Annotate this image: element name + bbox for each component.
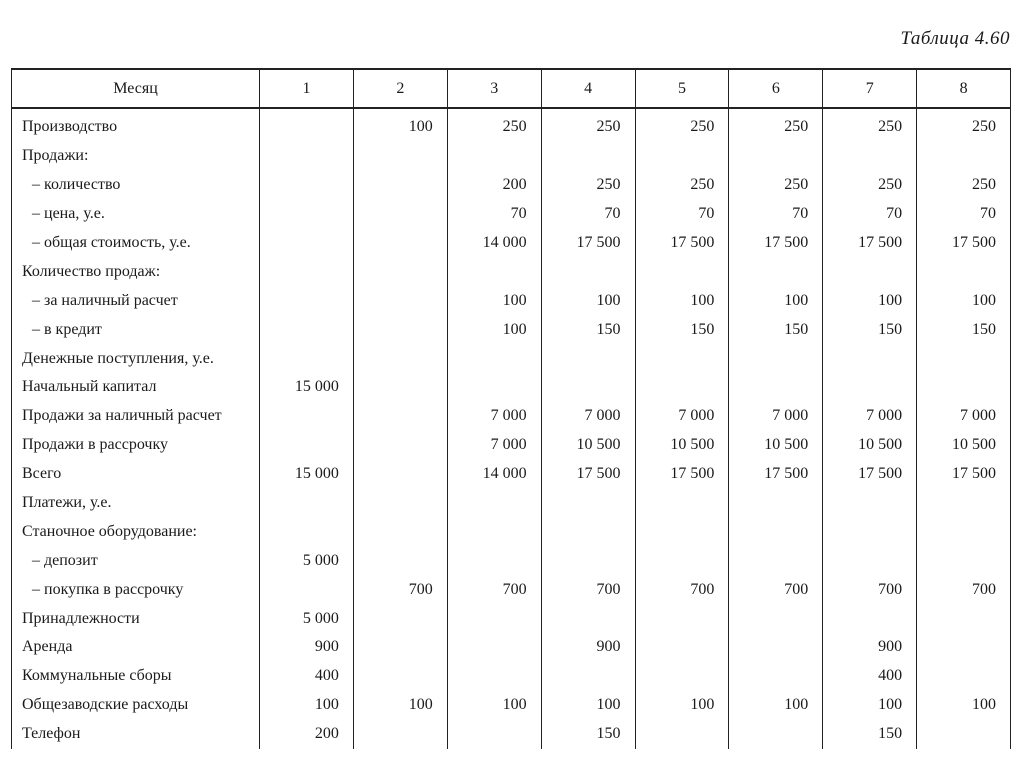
row-label: – количество xyxy=(12,171,260,200)
cell-month-6: 700 xyxy=(729,575,823,604)
cell-month-2 xyxy=(353,402,447,431)
cell-month-6: 7 000 xyxy=(729,402,823,431)
cell-month-3 xyxy=(447,142,541,171)
cell-month-1: 100 xyxy=(260,691,354,720)
cell-month-3 xyxy=(447,257,541,286)
cell-month-6: 100 xyxy=(729,286,823,315)
cell-month-2 xyxy=(353,460,447,489)
cell-month-8: 100 xyxy=(917,691,1011,720)
cell-month-7 xyxy=(823,373,917,402)
cell-month-1 xyxy=(260,171,354,200)
table-row xyxy=(12,662,1011,691)
cell-month-8 xyxy=(917,517,1011,546)
cell-month-3 xyxy=(447,720,541,749)
cell-month-3: 700 xyxy=(447,575,541,604)
cell-month-7: 400 xyxy=(823,662,917,691)
row-label: Коммунальные сборы xyxy=(12,662,260,691)
cell-month-1: 15 000 xyxy=(260,373,354,402)
cell-month-7 xyxy=(823,604,917,633)
cell-month-3: 14 000 xyxy=(447,229,541,258)
cell-month-6 xyxy=(729,489,823,518)
cell-month-1: 5 000 xyxy=(260,604,354,633)
table-row xyxy=(12,200,1011,229)
table-row xyxy=(12,431,1011,460)
cell-month-5: 700 xyxy=(635,575,729,604)
cell-month-7: 150 xyxy=(823,720,917,749)
cell-month-4 xyxy=(541,257,635,286)
cell-month-5 xyxy=(635,257,729,286)
cell-month-5: 17 500 xyxy=(635,460,729,489)
cell-month-2 xyxy=(353,315,447,344)
cell-month-4: 150 xyxy=(541,315,635,344)
cell-month-1 xyxy=(260,315,354,344)
cell-month-7 xyxy=(823,142,917,171)
cell-month-2 xyxy=(353,662,447,691)
row-label: Аренда xyxy=(12,633,260,662)
cell-month-8 xyxy=(917,604,1011,633)
table-row xyxy=(12,460,1011,489)
table-row xyxy=(12,546,1011,575)
header-month: 6 xyxy=(729,69,823,108)
cell-month-7: 10 500 xyxy=(823,431,917,460)
table-row xyxy=(12,229,1011,258)
cell-month-4: 900 xyxy=(541,633,635,662)
cell-month-3: 7 000 xyxy=(447,431,541,460)
cell-month-4: 100 xyxy=(541,691,635,720)
cell-month-8: 17 500 xyxy=(917,229,1011,258)
table-row xyxy=(12,315,1011,344)
cell-month-5 xyxy=(635,517,729,546)
header-month: 7 xyxy=(823,69,917,108)
cell-month-3 xyxy=(447,344,541,373)
cell-month-2 xyxy=(353,489,447,518)
cell-month-6: 10 500 xyxy=(729,431,823,460)
cell-month-4 xyxy=(541,517,635,546)
cell-month-7: 7 000 xyxy=(823,402,917,431)
cell-month-2 xyxy=(353,257,447,286)
row-label: Станочное оборудование: xyxy=(12,517,260,546)
header-month-label: Месяц xyxy=(12,69,260,108)
cell-month-7: 100 xyxy=(823,691,917,720)
cell-month-7: 100 xyxy=(823,286,917,315)
cell-month-1 xyxy=(260,108,354,142)
cell-month-5: 10 500 xyxy=(635,431,729,460)
cell-month-2 xyxy=(353,720,447,749)
cell-month-8: 250 xyxy=(917,171,1011,200)
header-month: 1 xyxy=(260,69,354,108)
cell-month-4: 150 xyxy=(541,720,635,749)
cell-month-3: 200 xyxy=(447,171,541,200)
cell-month-5 xyxy=(635,142,729,171)
cell-month-2: 700 xyxy=(353,575,447,604)
cell-month-6: 250 xyxy=(729,108,823,142)
cell-month-3: 100 xyxy=(447,691,541,720)
cell-month-8: 250 xyxy=(917,108,1011,142)
cell-month-2: 100 xyxy=(353,691,447,720)
cell-month-2 xyxy=(353,344,447,373)
row-label: – депозит xyxy=(12,546,260,575)
cell-month-7: 17 500 xyxy=(823,460,917,489)
cell-month-8 xyxy=(917,662,1011,691)
cell-month-8 xyxy=(917,633,1011,662)
cell-month-8: 700 xyxy=(917,575,1011,604)
row-label: – за наличный расчет xyxy=(12,286,260,315)
cell-month-3: 70 xyxy=(447,200,541,229)
cell-month-4: 100 xyxy=(541,286,635,315)
cell-month-2 xyxy=(353,142,447,171)
cell-month-1: 200 xyxy=(260,720,354,749)
cell-month-6 xyxy=(729,344,823,373)
table-body xyxy=(12,108,1011,749)
cell-month-6 xyxy=(729,720,823,749)
cell-month-2 xyxy=(353,229,447,258)
table-row xyxy=(12,344,1011,373)
row-label: Количество продаж: xyxy=(12,257,260,286)
cell-month-4: 17 500 xyxy=(541,229,635,258)
cash-flow-table xyxy=(11,68,1011,749)
row-label: Производство xyxy=(12,108,260,142)
cell-month-1: 400 xyxy=(260,662,354,691)
cell-month-5 xyxy=(635,604,729,633)
cell-month-2 xyxy=(353,517,447,546)
cell-month-6 xyxy=(729,662,823,691)
table-row xyxy=(12,402,1011,431)
cell-month-3: 100 xyxy=(447,315,541,344)
cell-month-4: 250 xyxy=(541,108,635,142)
cell-month-1 xyxy=(260,431,354,460)
cell-month-1 xyxy=(260,402,354,431)
cell-month-5: 17 500 xyxy=(635,229,729,258)
cell-month-7: 900 xyxy=(823,633,917,662)
cell-month-3 xyxy=(447,517,541,546)
cell-month-8: 150 xyxy=(917,315,1011,344)
cell-month-4: 10 500 xyxy=(541,431,635,460)
header-month: 5 xyxy=(635,69,729,108)
cell-month-4 xyxy=(541,662,635,691)
cell-month-8 xyxy=(917,257,1011,286)
cell-month-7: 250 xyxy=(823,108,917,142)
row-label: Денежные поступления, у.е. xyxy=(12,344,260,373)
cell-month-5 xyxy=(635,720,729,749)
header-month: 4 xyxy=(541,69,635,108)
cell-month-3: 7 000 xyxy=(447,402,541,431)
header-month: 8 xyxy=(917,69,1011,108)
cell-month-7 xyxy=(823,489,917,518)
cell-month-1 xyxy=(260,517,354,546)
cell-month-4 xyxy=(541,344,635,373)
row-label: – в кредит xyxy=(12,315,260,344)
cell-month-2 xyxy=(353,200,447,229)
cell-month-5: 70 xyxy=(635,200,729,229)
table-row xyxy=(12,171,1011,200)
cell-month-1: 15 000 xyxy=(260,460,354,489)
table-row xyxy=(12,373,1011,402)
cell-month-3 xyxy=(447,373,541,402)
row-label: Платежи, у.е. xyxy=(12,489,260,518)
row-label: Продажи за наличный расчет xyxy=(12,402,260,431)
cell-month-6 xyxy=(729,517,823,546)
cell-month-6: 150 xyxy=(729,315,823,344)
cell-month-5: 150 xyxy=(635,315,729,344)
cell-month-7: 70 xyxy=(823,200,917,229)
cell-month-8 xyxy=(917,720,1011,749)
cell-month-1: 5 000 xyxy=(260,546,354,575)
cell-month-4 xyxy=(541,604,635,633)
table-row xyxy=(12,691,1011,720)
cell-month-7 xyxy=(823,517,917,546)
row-label: Общезаводские расходы xyxy=(12,691,260,720)
cell-month-2 xyxy=(353,286,447,315)
cell-month-4 xyxy=(541,142,635,171)
cell-month-4: 700 xyxy=(541,575,635,604)
row-label: Телефон xyxy=(12,720,260,749)
cell-month-1 xyxy=(260,200,354,229)
cell-month-6 xyxy=(729,604,823,633)
cell-month-2 xyxy=(353,604,447,633)
header-row xyxy=(12,69,1011,108)
cell-month-6 xyxy=(729,633,823,662)
cell-month-6 xyxy=(729,142,823,171)
cell-month-8: 100 xyxy=(917,286,1011,315)
cell-month-2: 100 xyxy=(353,108,447,142)
cell-month-5 xyxy=(635,489,729,518)
cell-month-2 xyxy=(353,171,447,200)
row-label: Продажи в рассрочку xyxy=(12,431,260,460)
cell-month-1 xyxy=(260,575,354,604)
cell-month-7: 250 xyxy=(823,171,917,200)
table-row xyxy=(12,633,1011,662)
cell-month-8: 17 500 xyxy=(917,460,1011,489)
cell-month-6: 100 xyxy=(729,691,823,720)
cell-month-5: 7 000 xyxy=(635,402,729,431)
cell-month-1 xyxy=(260,229,354,258)
cell-month-8: 7 000 xyxy=(917,402,1011,431)
cell-month-5 xyxy=(635,662,729,691)
table-row xyxy=(12,257,1011,286)
cell-month-4 xyxy=(541,489,635,518)
cell-month-6: 17 500 xyxy=(729,229,823,258)
cell-month-3 xyxy=(447,546,541,575)
cell-month-1 xyxy=(260,489,354,518)
cell-month-5 xyxy=(635,633,729,662)
cell-month-6 xyxy=(729,546,823,575)
cell-month-5 xyxy=(635,546,729,575)
row-label: – цена, у.е. xyxy=(12,200,260,229)
cell-month-7 xyxy=(823,546,917,575)
cell-month-5: 250 xyxy=(635,171,729,200)
cell-month-8: 70 xyxy=(917,200,1011,229)
row-label: – покупка в рассрочку xyxy=(12,575,260,604)
cell-month-4: 17 500 xyxy=(541,460,635,489)
cell-month-5: 100 xyxy=(635,286,729,315)
row-label: Начальный капитал xyxy=(12,373,260,402)
cell-month-3 xyxy=(447,662,541,691)
cell-month-8: 10 500 xyxy=(917,431,1011,460)
cell-month-6 xyxy=(729,373,823,402)
table-row xyxy=(12,604,1011,633)
table-row xyxy=(12,575,1011,604)
cell-month-2 xyxy=(353,373,447,402)
cell-month-8 xyxy=(917,142,1011,171)
table-row xyxy=(12,286,1011,315)
table-row xyxy=(12,720,1011,749)
cell-month-4: 250 xyxy=(541,171,635,200)
cell-month-4: 7 000 xyxy=(541,402,635,431)
cell-month-6 xyxy=(729,257,823,286)
cell-month-6: 250 xyxy=(729,171,823,200)
header-month: 2 xyxy=(353,69,447,108)
cell-month-5: 250 xyxy=(635,108,729,142)
cell-month-3 xyxy=(447,633,541,662)
cell-month-5 xyxy=(635,344,729,373)
row-label: – общая стоимость, у.е. xyxy=(12,229,260,258)
table-row xyxy=(12,489,1011,518)
cell-month-5: 100 xyxy=(635,691,729,720)
cell-month-1 xyxy=(260,286,354,315)
cell-month-7: 700 xyxy=(823,575,917,604)
table-row xyxy=(12,108,1011,142)
cell-month-4 xyxy=(541,373,635,402)
cell-month-8 xyxy=(917,489,1011,518)
cell-month-1: 900 xyxy=(260,633,354,662)
cell-month-1 xyxy=(260,344,354,373)
row-label: Принадлежности xyxy=(12,604,260,633)
cell-month-8 xyxy=(917,546,1011,575)
cell-month-6: 70 xyxy=(729,200,823,229)
cell-month-4: 70 xyxy=(541,200,635,229)
cell-month-1 xyxy=(260,142,354,171)
cell-month-3 xyxy=(447,604,541,633)
cell-month-7 xyxy=(823,257,917,286)
cell-month-1 xyxy=(260,257,354,286)
row-label: Продажи: xyxy=(12,142,260,171)
cell-month-3: 14 000 xyxy=(447,460,541,489)
cell-month-2 xyxy=(353,546,447,575)
table-row xyxy=(12,517,1011,546)
cell-month-2 xyxy=(353,633,447,662)
cell-month-3: 250 xyxy=(447,108,541,142)
cell-month-8 xyxy=(917,373,1011,402)
cell-month-6: 17 500 xyxy=(729,460,823,489)
cell-month-3: 100 xyxy=(447,286,541,315)
table-row xyxy=(12,142,1011,171)
cell-month-3 xyxy=(447,489,541,518)
cell-month-4 xyxy=(541,546,635,575)
header-month: 3 xyxy=(447,69,541,108)
cell-month-7: 150 xyxy=(823,315,917,344)
cell-month-2 xyxy=(353,431,447,460)
cell-month-7 xyxy=(823,344,917,373)
cell-month-7: 17 500 xyxy=(823,229,917,258)
cell-month-8 xyxy=(917,344,1011,373)
cell-month-5 xyxy=(635,373,729,402)
row-label: Всего xyxy=(12,460,260,489)
table-caption: Таблица 4.60 xyxy=(900,28,1010,49)
